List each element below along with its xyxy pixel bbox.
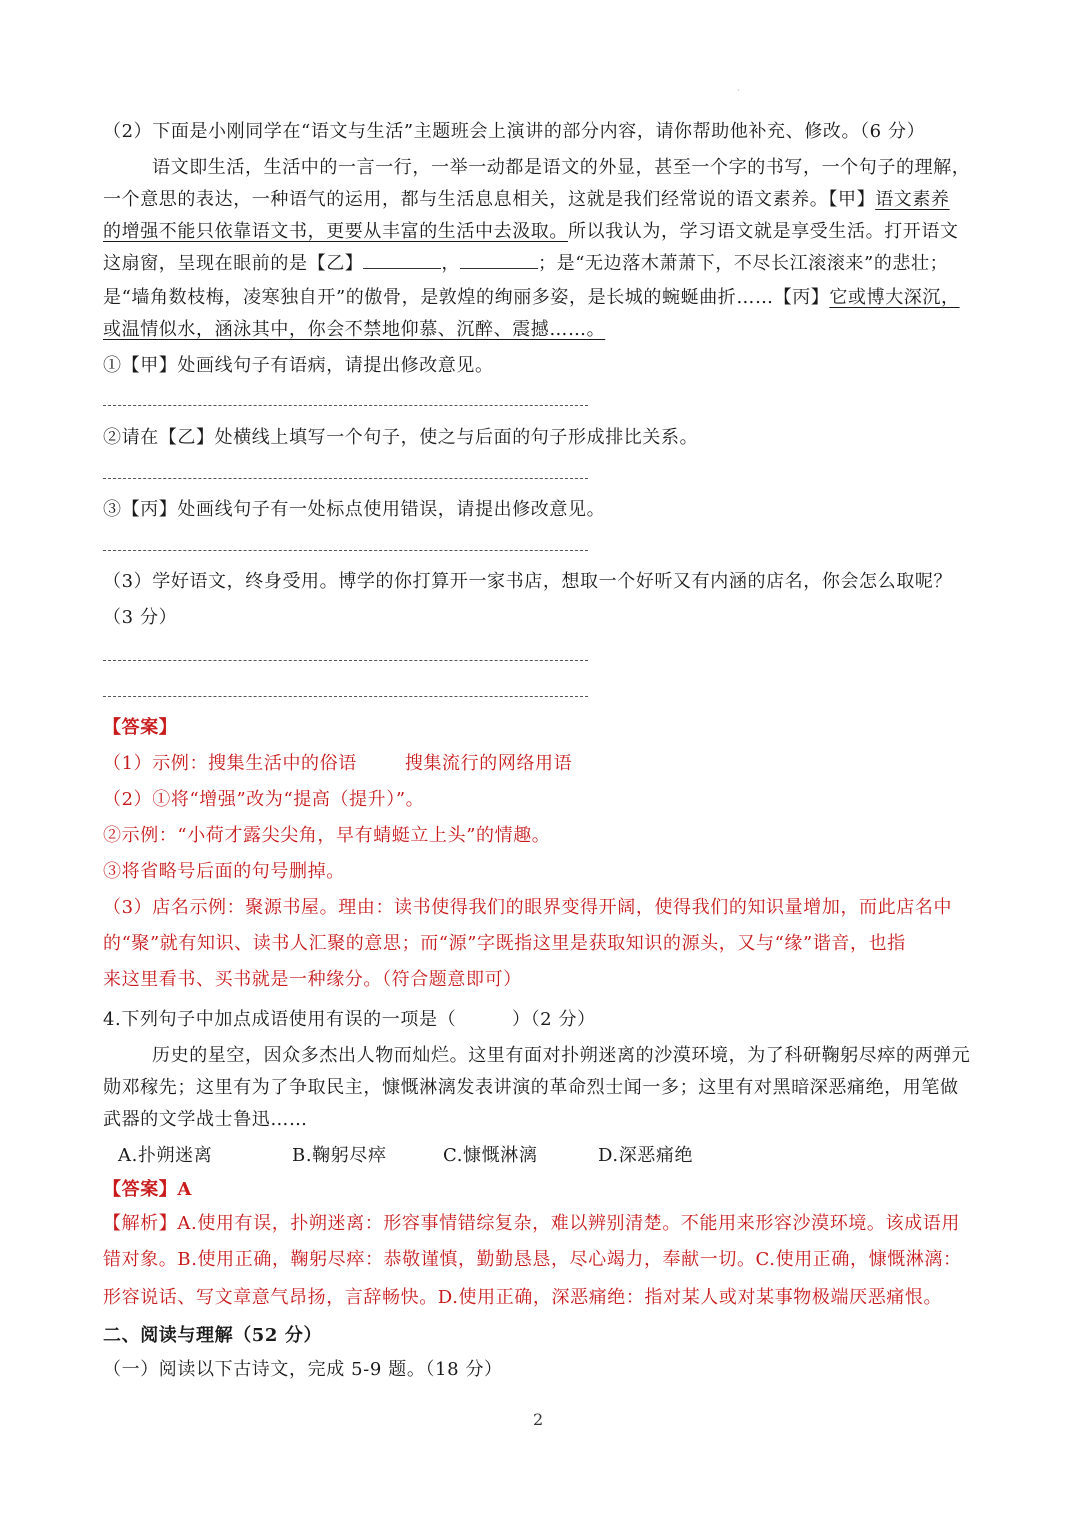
q4-explanation-line-3: 形容说话、写文章意气昂扬，言辞畅快。D.使用正确，深恶痛绝：指对某人或对某事物极端厌恶痛恨。: [103, 1287, 943, 1308]
q2-sub1: ①【甲】处画线句子有语病，请提出修改意见。: [103, 355, 494, 376]
answer-1-b: 搜集流行的网络用语: [404, 753, 573, 774]
yi-blank-2[interactable]: [460, 254, 538, 269]
answer-7: 来这里看书、买书就是一种缘分。（符合题意即可）: [103, 969, 522, 990]
answer-line[interactable]: [103, 660, 588, 661]
q2-paragraph-line-1: 语文即生活，生活中的一言一行，一举一动都是语文的外显，甚至一个字的书写，一个句子的理解，: [152, 157, 971, 178]
answer-1: [103, 752, 983, 776]
q2-paragraph-line-4: [103, 252, 983, 276]
q2-heading: （2）下面是小刚同学在“语文与生活”主题班会上演讲的部分内容，请你帮助他补充、修改。（6 分）: [103, 121, 926, 142]
q2-paragraph-line-2: [103, 188, 983, 212]
answer-3: ②示例：“小荷才露尖尖角，早有蜻蜓立上头”的情趣。: [103, 825, 551, 846]
q4-explanation-line-2: 错对象。B.使用正确，鞠躬尽瘁：恭敬谨慎，勤勤恳恳，尽心竭力，奉献一切。C.使用正确，慷慨淋漓：: [103, 1249, 962, 1270]
q2-p5-text: 是“墙角数枝梅，凌寒独自开”的傲骨，是敦煌的绚丽多姿，是长城的蜿蜒曲折……【丙】: [103, 287, 830, 308]
q2-p4-text-b: ；是“无边落木萧萧下，不尽长江滚滚来”的悲壮；: [538, 253, 949, 274]
answer-6: 的“聚”就有知识、读书人汇聚的意思；而“源”字既指这里是获取知识的源头，又与“缘”谐音，也指: [103, 933, 906, 954]
q2-paragraph-line-3: [103, 220, 983, 244]
answer-line[interactable]: [103, 696, 588, 697]
q2-p4-text-a: 这扇窗，呈现在眼前的是【乙】: [103, 253, 364, 274]
q2-bing-underlined-end: 或温情似水，涵泳其中，你会不禁地仰慕、沉醉、震撼……。: [103, 319, 606, 340]
q2-jia-underlined-end: 的增强不能只依靠语文书，更要从丰富的生活中去汲取。: [103, 221, 568, 242]
q4-explanation-line-1: 【解析】A.使用有误，扑朔迷离：形容事情错综复杂，难以辨别清楚。不能用来形容沙漠环境。该成语用: [103, 1213, 960, 1234]
answer-line[interactable]: [103, 405, 588, 406]
q3-line-2: （3 分）: [103, 607, 178, 628]
q4-passage-line-2: 勋邓稼先；这里有为了争取民主，慷慨淋漓发表讲演的革命烈士闻一多；这里有对黑暗深恶痛绝，用笔做: [103, 1077, 959, 1098]
q4-option-b[interactable]: B.鞠躬尽瘁: [292, 1145, 387, 1166]
q2-sub2: ②请在【乙】处横线上填写一个句子，使之与后面的句子形成排比关系。: [103, 427, 699, 448]
q4-option-d[interactable]: D.深恶痛绝: [598, 1145, 694, 1166]
section-2-title: 二、阅读与理解（52 分）: [103, 1325, 323, 1346]
scan-mark: ·: [737, 86, 740, 95]
yi-blank-1[interactable]: [363, 254, 441, 269]
q2-jia-underlined-start: 语文素养: [875, 189, 950, 210]
q2-paragraph-line-5: [103, 286, 983, 310]
page-number: 2: [533, 1410, 544, 1429]
answer-5: （3）店名示例：聚源书屋。理由：读书使得我们的眼界变得开阔，使得我们的知识量增加，而此店名中: [103, 897, 953, 918]
q2-p4-sep: ，: [441, 253, 461, 274]
q2-bing-underlined-start: 它或博大深沉，: [829, 287, 960, 308]
answer-1-a: （1）示例：搜集生活中的俗语: [103, 753, 357, 774]
answer-4: ③将省略号后面的句号删掉。: [103, 861, 345, 882]
answer-line[interactable]: [103, 478, 588, 479]
q2-sub3: ③【丙】处画线句子有一处标点使用错误，请提出修改意见。: [103, 499, 606, 520]
q4-option-a[interactable]: A.扑朔迷离: [118, 1145, 213, 1166]
answer-2: （2）①将“增强”改为“提高（提升）”。: [103, 789, 425, 810]
q4-passage-line-1: 历史的星空，因众多杰出人物而灿烂。这里有面对扑朔迷离的沙漠环境，为了科研鞠躬尽瘁的两弹元: [152, 1045, 971, 1066]
q4-passage-line-3: 武器的文学战士鲁迅……: [103, 1109, 308, 1130]
section-2-subtitle: （一）阅读以下古诗文，完成 5-9 题。（18 分）: [103, 1359, 503, 1380]
q4-stem: 4.下列句子中加点成语使用有误的一项是（ ）（2 分）: [103, 1009, 596, 1030]
answer-line[interactable]: [103, 550, 588, 551]
q2-p3-text: 所以我认为，学习语文就是享受生活。打开语文: [568, 221, 959, 242]
q4-answer: 【答案】A: [103, 1179, 192, 1200]
q2-p2-text: 一个意思的表达，一种语气的运用，都与生活息息相关，这就是我们经常说的语文素养。【甲】: [103, 189, 876, 210]
q4-option-c[interactable]: C.慷慨淋漓: [443, 1145, 538, 1166]
answer-title: 【答案】: [103, 717, 178, 738]
q3-line-1: （3）学好语文，终身受用。博学的你打算开一家书店，想取一个好听又有内涵的店名，你会怎么取呢？: [103, 571, 953, 592]
